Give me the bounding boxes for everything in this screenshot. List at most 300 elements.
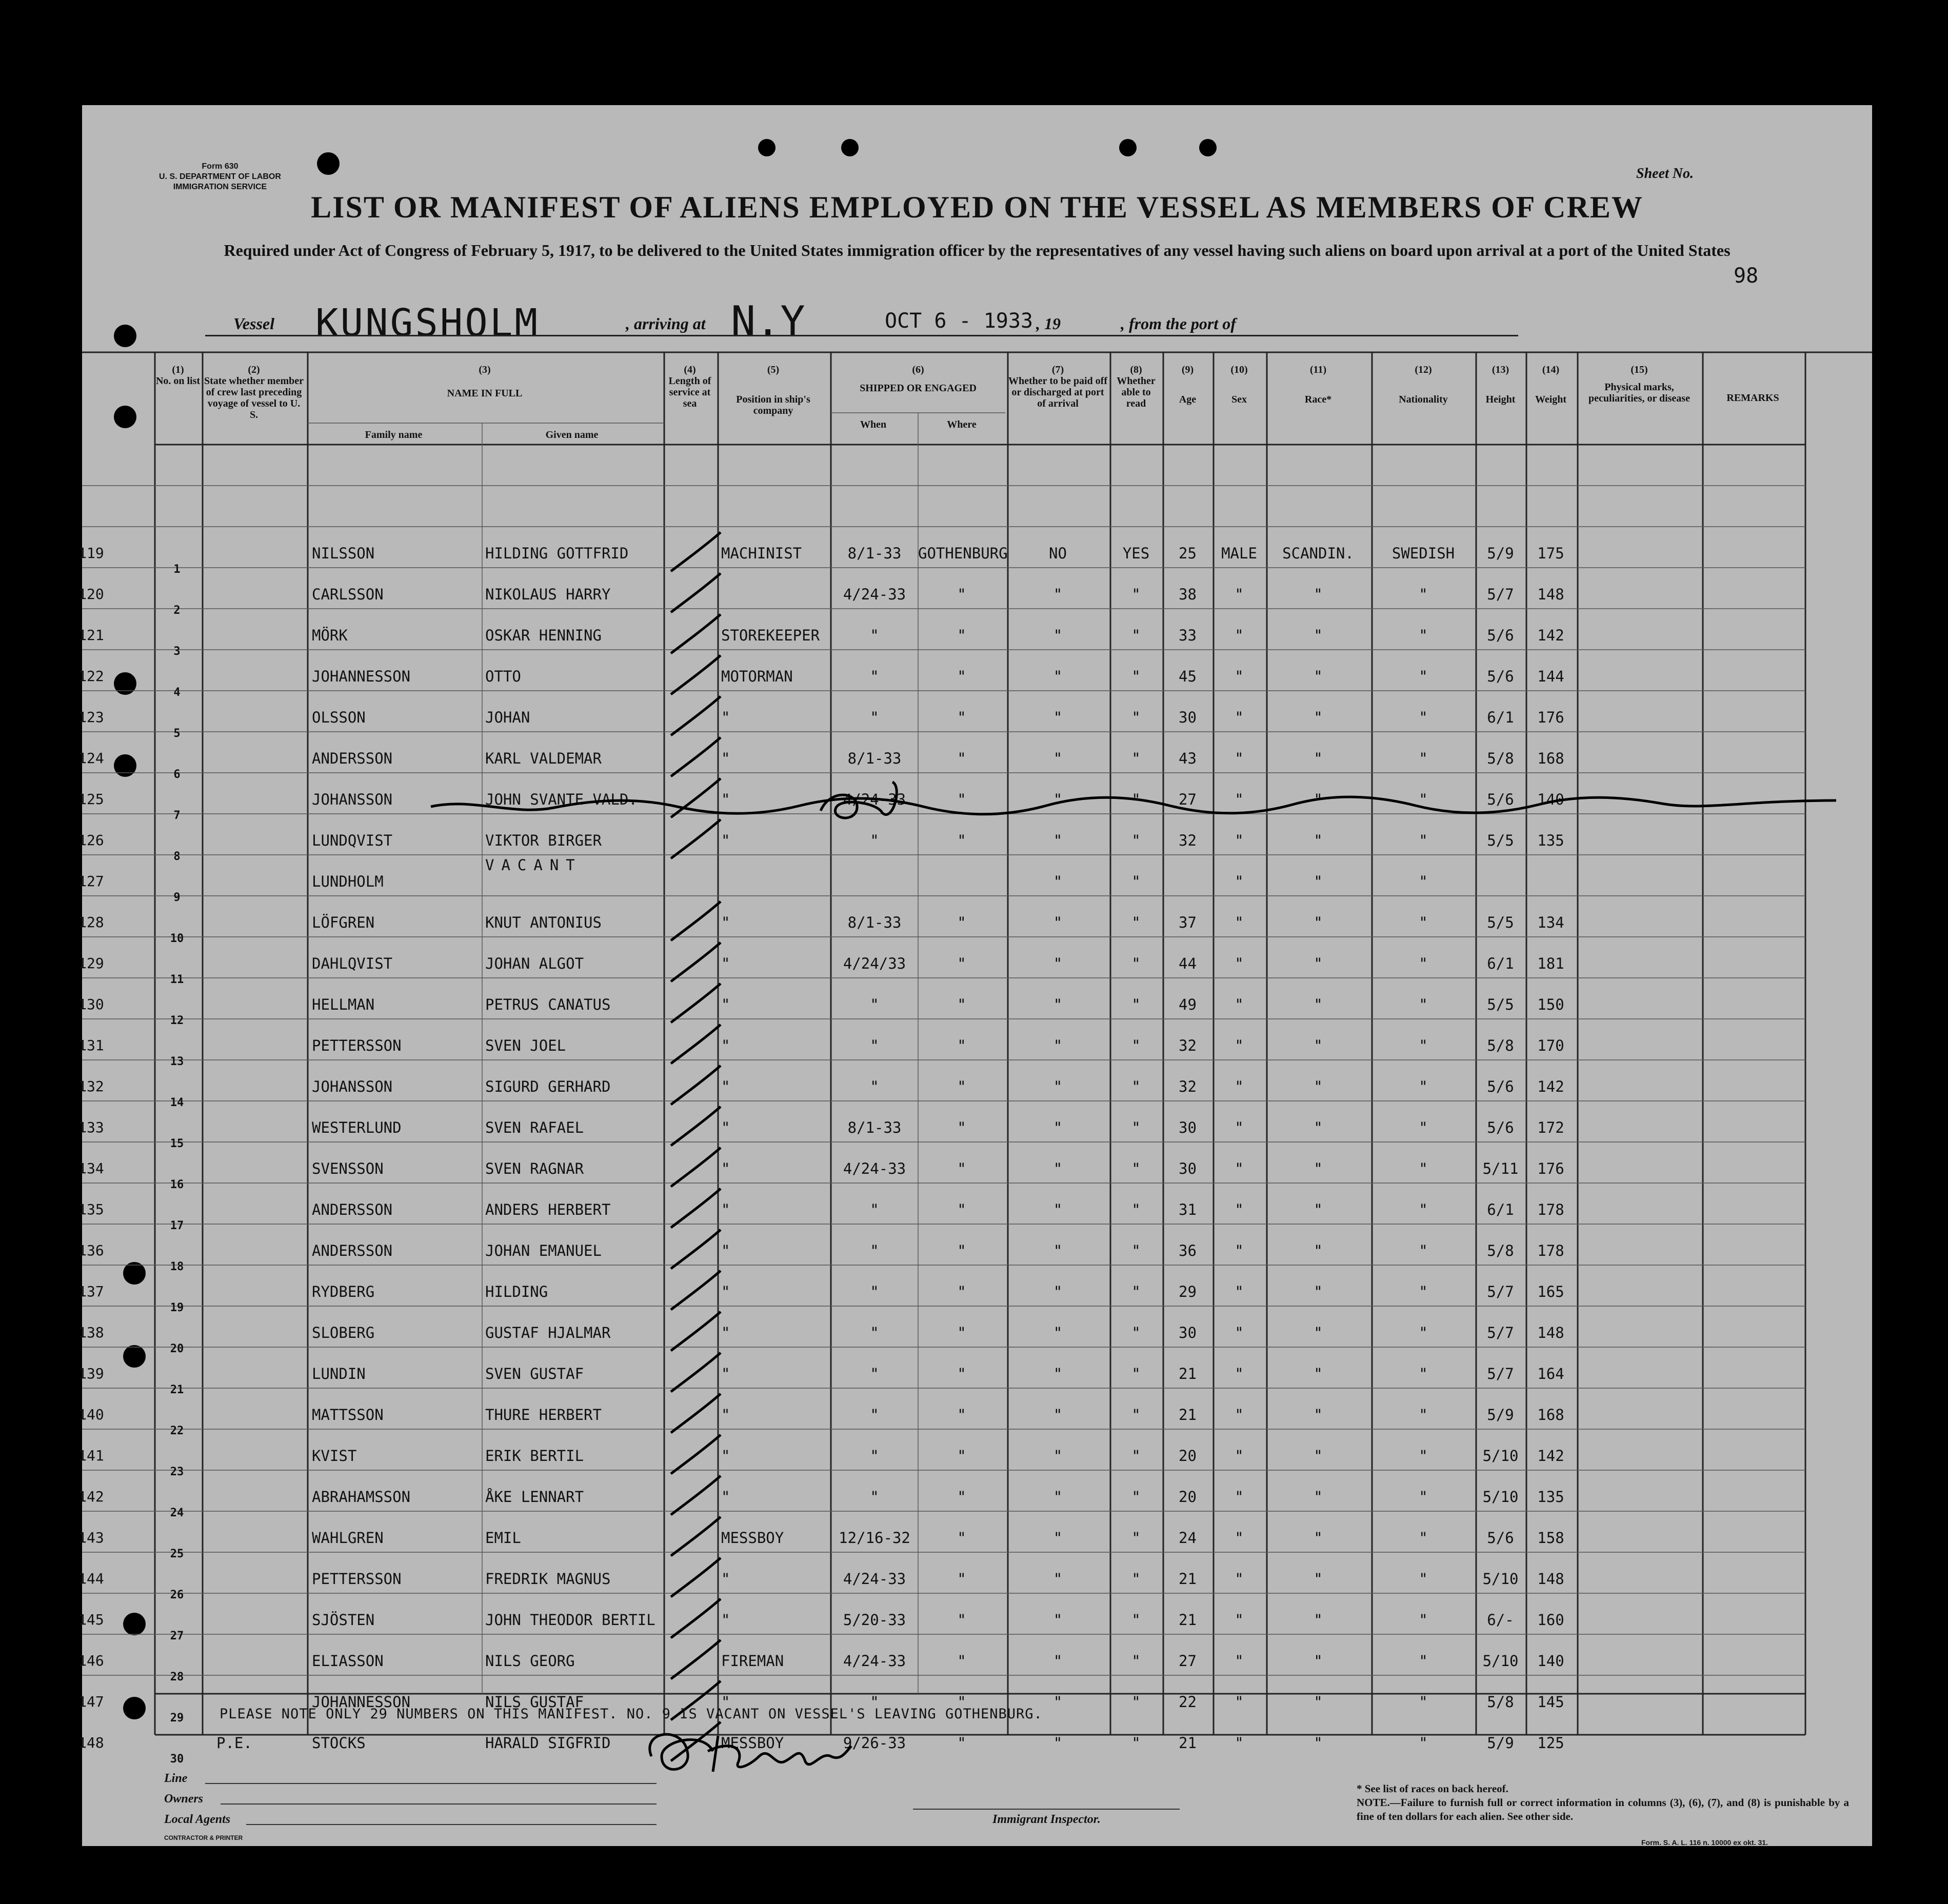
race-cell: " <box>1314 873 1323 890</box>
nationality-cell: " <box>1419 1734 1428 1752</box>
position-cell: STOREKEEPER <box>721 627 820 644</box>
given-name-cell: NILS GUSTAF <box>485 1693 584 1711</box>
nationality-cell: " <box>1419 1201 1428 1218</box>
service-slash-mark <box>667 1636 723 1682</box>
shipped-when-cell: " <box>870 1324 879 1341</box>
list-number-cell: 30 <box>170 1753 184 1766</box>
position-cell: MACHINIST <box>721 545 802 562</box>
vessel-label: Vessel <box>233 314 274 333</box>
height-cell: 5/6 <box>1487 627 1514 644</box>
service-slash-mark <box>667 1472 723 1518</box>
shipped-where-cell: " <box>957 1611 966 1629</box>
paid-off-cell: " <box>1053 1242 1063 1259</box>
service-slash-mark <box>667 1390 723 1436</box>
age-cell: 37 <box>1179 914 1197 931</box>
sex-cell: " <box>1235 750 1244 767</box>
outer-number-cell: 148 <box>78 1734 104 1751</box>
position-cell: " <box>721 832 730 849</box>
agents-rule <box>246 1824 657 1825</box>
service-slash-mark <box>667 692 723 738</box>
family-name-cell: STOCKS <box>312 1734 366 1752</box>
family-name-cell: LÖFGREN <box>312 914 375 931</box>
age-cell: 29 <box>1179 1283 1197 1300</box>
shipped-when-cell: " <box>870 1447 879 1465</box>
race-cell: " <box>1314 1529 1323 1547</box>
shipped-where-cell: " <box>957 996 966 1013</box>
given-name-cell: KARL VALDEMAR <box>485 750 602 767</box>
shipped-when-cell: " <box>870 668 879 685</box>
nationality-cell: " <box>1419 914 1428 931</box>
outer-number-cell: 133 <box>78 1119 104 1136</box>
weight-cell: 148 <box>1537 1570 1564 1588</box>
shipped-where-cell: " <box>957 1447 966 1465</box>
able-to-read-cell: " <box>1131 1119 1141 1136</box>
sex-cell: " <box>1235 1242 1244 1259</box>
shipped-when-cell: " <box>870 1488 879 1506</box>
family-name-cell: KVIST <box>312 1447 357 1465</box>
given-name-cell: PETRUS CANATUS <box>485 996 611 1013</box>
weight-cell: 142 <box>1537 1447 1564 1465</box>
shipped-where-cell: " <box>957 1365 966 1382</box>
age-cell: 30 <box>1179 709 1197 726</box>
paid-off-cell: " <box>1053 1283 1063 1300</box>
age-cell: 44 <box>1179 955 1197 972</box>
shipped-when-cell: 4/24-33 <box>843 586 906 603</box>
position-cell: " <box>721 1447 730 1465</box>
nationality-cell: " <box>1419 1242 1428 1259</box>
race-cell: " <box>1314 1365 1323 1382</box>
given-name-cell: JOHAN EMANUEL <box>485 1242 602 1259</box>
able-to-read-cell: " <box>1131 914 1141 931</box>
service-slash-mark <box>667 1061 723 1108</box>
able-to-read-cell: " <box>1131 1201 1141 1218</box>
position-cell: " <box>721 1078 730 1095</box>
able-to-read-cell: " <box>1131 627 1141 644</box>
list-number-cell: 16 <box>170 1178 184 1191</box>
list-number-cell: 1 <box>173 563 181 576</box>
age-cell: 49 <box>1179 996 1197 1013</box>
given-name-cell: VACANT <box>485 856 582 874</box>
page-title: LIST OR MANIFEST OF ALIENS EMPLOYED ON THE VESSEL AS MEMBERS OF CREW <box>311 190 1643 224</box>
position-cell: " <box>721 1611 730 1629</box>
able-to-read-cell: " <box>1131 709 1141 726</box>
position-cell: " <box>721 1242 730 1259</box>
paid-off-cell: " <box>1053 668 1063 685</box>
outer-number-cell: 124 <box>78 750 104 767</box>
local-agents-label: Local Agents <box>164 1813 231 1826</box>
outer-number-cell: 142 <box>78 1488 104 1505</box>
shipped-where-cell: " <box>957 709 966 726</box>
sex-cell: " <box>1235 873 1244 890</box>
height-cell: 6/1 <box>1487 1201 1514 1218</box>
owners-rule <box>221 1803 657 1805</box>
sex-cell: " <box>1235 832 1244 849</box>
height-cell: 6/- <box>1487 1611 1514 1629</box>
race-cell: " <box>1314 1734 1323 1752</box>
outer-number-cell: 143 <box>78 1529 104 1546</box>
sex-cell: MALE <box>1221 545 1257 562</box>
sex-cell: " <box>1235 791 1244 808</box>
previous-voyage-cell: P.E. <box>216 1734 252 1752</box>
given-name-cell: JOHAN ALGOT <box>485 955 584 972</box>
family-name-cell: JOHANNESSON <box>312 668 411 685</box>
family-name-cell: ABRAHAMSSON <box>312 1488 411 1506</box>
col4-header: (4) Length of service at sea <box>668 364 711 409</box>
family-name-cell: LUNDHOLM <box>312 873 384 890</box>
outer-number-cell: 138 <box>78 1324 104 1341</box>
age-cell: 22 <box>1179 1693 1197 1711</box>
given-name-cell: SIGURD GERHARD <box>485 1078 611 1095</box>
races-note: * See list of races on back hereof. <box>1357 1782 1508 1795</box>
nationality-cell: " <box>1419 1570 1428 1588</box>
shipped-when-cell: 5/20-33 <box>843 1611 906 1629</box>
list-number-cell: 25 <box>170 1548 184 1560</box>
given-name-cell: NILS GEORG <box>485 1652 575 1670</box>
given-name-cell: ANDERS HERBERT <box>485 1201 611 1218</box>
position-cell: " <box>721 1283 730 1300</box>
nationality-cell: " <box>1419 1447 1428 1465</box>
position-cell: " <box>721 955 730 972</box>
paid-off-cell: " <box>1053 1365 1063 1382</box>
age-cell: 32 <box>1179 1078 1197 1095</box>
weight-cell: 135 <box>1537 1488 1564 1506</box>
service-slash-mark <box>667 1103 723 1149</box>
family-name-cell: HELLMAN <box>312 996 375 1013</box>
able-to-read-cell: " <box>1131 996 1141 1013</box>
height-cell: 5/6 <box>1487 668 1514 685</box>
weight-cell: 125 <box>1537 1734 1564 1752</box>
race-cell: " <box>1314 1242 1323 1259</box>
family-name-cell: LUNDQVIST <box>312 832 393 849</box>
able-to-read-cell: " <box>1131 1570 1141 1588</box>
able-to-read-cell: " <box>1131 873 1141 890</box>
position-cell: " <box>721 750 730 767</box>
outer-number-cell: 139 <box>78 1365 104 1382</box>
shipped-where-cell: " <box>957 832 966 849</box>
weight-cell: 142 <box>1537 627 1564 644</box>
col7-header: (7) Whether to be paid off or discharged at port of arrival <box>1008 364 1107 409</box>
service-slash-mark <box>667 897 723 944</box>
shipped-when-cell: 9/26-33 <box>843 1734 906 1752</box>
list-number-cell: 6 <box>173 768 181 781</box>
height-cell: 5/11 <box>1482 1160 1519 1177</box>
shipped-where-cell: " <box>957 1529 966 1547</box>
sex-cell: " <box>1235 1652 1244 1670</box>
shipped-when-cell: 12/16-32 <box>839 1529 910 1547</box>
race-cell: " <box>1314 996 1323 1013</box>
service-slash-mark <box>667 610 723 656</box>
list-number-cell: 4 <box>173 686 181 699</box>
age-cell: 21 <box>1179 1365 1197 1382</box>
outer-number-cell: 130 <box>78 996 104 1013</box>
weight-cell: 142 <box>1537 1078 1564 1095</box>
paid-off-cell: " <box>1053 1488 1063 1506</box>
inspector-label: Immigrant Inspector. <box>992 1813 1101 1826</box>
paid-off-cell: " <box>1053 1160 1063 1177</box>
age-cell: 45 <box>1179 668 1197 685</box>
outer-number-cell: 121 <box>78 627 104 644</box>
nationality-cell: " <box>1419 750 1428 767</box>
service-slash-mark <box>667 1144 723 1190</box>
col3-given-header: Given name <box>545 429 599 440</box>
height-cell: 5/6 <box>1487 791 1514 808</box>
paid-off-cell: " <box>1053 996 1063 1013</box>
shipped-when-cell: 4/24-33 <box>843 791 906 808</box>
nationality-cell: " <box>1419 1406 1428 1424</box>
family-name-cell: OLSSON <box>312 709 366 726</box>
shipped-when-cell: 4/24/33 <box>843 955 906 972</box>
shipped-when-cell: 8/1-33 <box>847 545 902 562</box>
able-to-read-cell: " <box>1131 750 1141 767</box>
race-cell: " <box>1314 791 1323 808</box>
outer-number-cell: 125 <box>78 791 104 808</box>
outer-number-cell: 136 <box>78 1242 104 1259</box>
list-number-cell: 22 <box>170 1425 184 1437</box>
col8-header: (8) Whether able to read <box>1117 364 1156 409</box>
height-cell: 5/6 <box>1487 1078 1514 1095</box>
sex-cell: " <box>1235 1693 1244 1711</box>
sex-cell: " <box>1235 1447 1244 1465</box>
paid-off-cell: " <box>1053 1734 1063 1752</box>
family-name-cell: LUNDIN <box>312 1365 366 1382</box>
given-name-cell: EMIL <box>485 1529 521 1547</box>
able-to-read-cell: " <box>1131 1652 1141 1670</box>
nationality-cell: " <box>1419 709 1428 726</box>
weight-cell: 168 <box>1537 750 1564 767</box>
age-cell: 30 <box>1179 1160 1197 1177</box>
shipped-when-cell: 8/1-33 <box>847 750 902 767</box>
given-name-cell: JOHAN <box>485 709 530 726</box>
nationality-cell: " <box>1419 1365 1428 1382</box>
service-slash-mark <box>667 1513 723 1559</box>
position-cell: " <box>721 1160 730 1177</box>
sex-cell: " <box>1235 1529 1244 1547</box>
shipped-where-cell: " <box>957 1201 966 1218</box>
age-cell: 43 <box>1179 750 1197 767</box>
nationality-cell: " <box>1419 1119 1428 1136</box>
age-cell: 30 <box>1179 1119 1197 1136</box>
shipped-where-cell: GOTHENBURG <box>918 545 1008 562</box>
age-cell: 27 <box>1179 791 1197 808</box>
race-cell: " <box>1314 914 1323 931</box>
shipped-when-cell: 8/1-33 <box>847 914 902 931</box>
sheet-number-label: Sheet No. <box>1636 166 1694 182</box>
weight-cell: 134 <box>1537 914 1564 931</box>
weight-cell: 140 <box>1537 791 1564 808</box>
list-number-cell: 29 <box>170 1712 184 1725</box>
position-cell: " <box>721 1365 730 1382</box>
outer-number-cell: 147 <box>78 1693 104 1710</box>
height-cell: 6/1 <box>1487 955 1514 972</box>
height-cell: 5/7 <box>1487 1365 1514 1382</box>
vessel-name: KUNGSHOLM <box>315 301 540 345</box>
sex-cell: " <box>1235 1488 1244 1506</box>
given-name-cell: SVEN GUSTAF <box>485 1365 584 1382</box>
family-name-cell: JOHANNESSON <box>312 1693 411 1711</box>
nationality-cell: SWEDISH <box>1392 545 1455 562</box>
sex-cell: " <box>1235 1406 1244 1424</box>
age-cell: 21 <box>1179 1734 1197 1752</box>
family-name-cell: DAHLQVIST <box>312 955 393 972</box>
paid-off-cell: " <box>1053 832 1063 849</box>
family-name-cell: ANDERSSON <box>312 1242 393 1259</box>
able-to-read-cell: " <box>1131 1283 1141 1300</box>
shipped-when-cell: 4/24-33 <box>843 1570 906 1588</box>
outer-number-cell: 126 <box>78 832 104 849</box>
shipped-where-cell: " <box>957 1488 966 1506</box>
position-cell: MOTORMAN <box>721 668 793 685</box>
nationality-cell: " <box>1419 873 1428 890</box>
paid-off-cell: " <box>1053 709 1063 726</box>
given-name-cell: ÅKE LENNART <box>485 1488 584 1506</box>
position-cell: " <box>721 1488 730 1506</box>
sex-cell: " <box>1235 1283 1244 1300</box>
paid-off-cell: " <box>1053 750 1063 767</box>
height-cell: 5/8 <box>1487 1037 1514 1054</box>
outer-number-cell: 127 <box>78 873 104 890</box>
shipped-when-cell: " <box>870 1406 879 1424</box>
position-cell: MESSBOY <box>721 1529 784 1547</box>
race-cell: " <box>1314 1488 1323 1506</box>
sex-cell: " <box>1235 1037 1244 1054</box>
sex-cell: " <box>1235 586 1244 603</box>
race-cell: " <box>1314 709 1323 726</box>
race-cell: " <box>1314 832 1323 849</box>
paid-off-cell: " <box>1053 586 1063 603</box>
outer-number-cell: 128 <box>78 914 104 931</box>
outer-number-cell: 134 <box>78 1160 104 1177</box>
paid-off-cell: " <box>1053 955 1063 972</box>
weight-cell: 160 <box>1537 1611 1564 1629</box>
nationality-cell: " <box>1419 668 1428 685</box>
race-cell: " <box>1314 1570 1323 1588</box>
list-number-cell: 26 <box>170 1589 184 1601</box>
outer-number-cell: 122 <box>78 668 104 685</box>
weight-cell: 170 <box>1537 1037 1564 1054</box>
sex-cell: " <box>1235 1365 1244 1382</box>
height-cell: 5/7 <box>1487 1283 1514 1300</box>
shipped-where-cell: " <box>957 1242 966 1259</box>
outer-number-cell: 132 <box>78 1078 104 1095</box>
list-number-cell: 10 <box>170 932 184 945</box>
form-code: Form. S. A. L. 116 n. 10000 ex okt. 31. <box>1641 1838 1768 1847</box>
weight-cell: 178 <box>1537 1242 1564 1259</box>
race-cell: " <box>1314 1611 1323 1629</box>
position-cell: FIREMAN <box>721 1652 784 1670</box>
given-name-cell: KNUT ANTONIUS <box>485 914 602 931</box>
paid-off-cell: " <box>1053 1652 1063 1670</box>
arrival-date: OCT 6 - 1933 <box>885 309 1033 333</box>
paid-off-cell: " <box>1053 1324 1063 1341</box>
shipped-when-cell: " <box>870 1283 879 1300</box>
race-cell: SCANDIN. <box>1282 545 1354 562</box>
shipped-where-cell: " <box>957 1160 966 1177</box>
list-number-cell: 13 <box>170 1055 184 1068</box>
position-cell: " <box>721 1324 730 1341</box>
able-to-read-cell: " <box>1131 1324 1141 1341</box>
shipped-where-cell: " <box>957 586 966 603</box>
outer-number-cell: 135 <box>78 1201 104 1218</box>
list-number-cell: 9 <box>173 891 181 904</box>
nationality-cell: " <box>1419 1283 1428 1300</box>
able-to-read-cell: " <box>1131 1693 1141 1711</box>
given-name-cell: JOHN SVANTE VALD. <box>485 791 638 808</box>
height-cell: 5/9 <box>1487 1734 1514 1752</box>
nationality-cell: " <box>1419 1611 1428 1629</box>
position-cell: MESSBOY <box>721 1734 784 1752</box>
list-number-cell: 17 <box>170 1219 184 1232</box>
shipped-where-cell: " <box>957 791 966 808</box>
family-name-cell: WESTERLUND <box>312 1119 402 1136</box>
age-cell: 32 <box>1179 832 1197 849</box>
list-number-cell: 2 <box>173 604 181 617</box>
shipped-where-cell: " <box>957 1037 966 1054</box>
list-number-cell: 11 <box>170 973 184 986</box>
able-to-read-cell: " <box>1131 1037 1141 1054</box>
nationality-cell: " <box>1419 1160 1428 1177</box>
nationality-cell: " <box>1419 832 1428 849</box>
weight-cell: 178 <box>1537 1201 1564 1218</box>
height-cell: 5/6 <box>1487 1529 1514 1547</box>
weight-cell: 140 <box>1537 1652 1564 1670</box>
col11-header: (11) Race* <box>1304 364 1332 405</box>
shipped-where-cell: " <box>957 1406 966 1424</box>
race-cell: " <box>1314 1119 1323 1136</box>
position-cell: " <box>721 1119 730 1136</box>
outer-number-cell: 140 <box>78 1406 104 1423</box>
paid-off-cell: " <box>1053 1201 1063 1218</box>
weight-cell: 144 <box>1537 668 1564 685</box>
list-number-cell: 8 <box>173 850 181 863</box>
given-name-cell: HILDING <box>485 1283 548 1300</box>
list-number-cell: 5 <box>173 727 181 740</box>
given-name-cell: HILDING GOTTFRID <box>485 545 629 562</box>
list-number-cell: 27 <box>170 1630 184 1642</box>
able-to-read-cell: " <box>1131 586 1141 603</box>
age-cell: 33 <box>1179 627 1197 644</box>
shipped-when-cell: " <box>870 709 879 726</box>
height-cell: 5/9 <box>1487 545 1514 562</box>
race-cell: " <box>1314 1447 1323 1465</box>
position-cell: " <box>721 996 730 1013</box>
sex-cell: " <box>1235 955 1244 972</box>
service-slash-mark <box>667 979 723 1026</box>
shipped-when-cell: 4/24-33 <box>843 1160 906 1177</box>
col15-header: (15) Physical marks, peculiarities, or disease <box>1588 364 1690 404</box>
position-cell: " <box>721 1201 730 1218</box>
paid-off-cell: " <box>1053 1611 1063 1629</box>
paid-off-cell: " <box>1053 1078 1063 1095</box>
family-name-cell: RYDBERG <box>312 1283 375 1300</box>
list-number-cell: 18 <box>170 1260 184 1273</box>
family-name-cell: NILSSON <box>312 545 375 562</box>
race-cell: " <box>1314 750 1323 767</box>
list-number-cell: 28 <box>170 1671 184 1683</box>
sex-cell: " <box>1235 1160 1244 1177</box>
able-to-read-cell: " <box>1131 1365 1141 1382</box>
weight-cell: 148 <box>1537 1324 1564 1341</box>
nationality-cell: " <box>1419 627 1428 644</box>
family-name-cell: CARLSSON <box>312 586 384 603</box>
shipped-when-cell: " <box>870 1693 879 1711</box>
shipped-where-cell: " <box>957 955 966 972</box>
shipped-when-cell: " <box>870 832 879 849</box>
shipped-when-cell: 8/1-33 <box>847 1119 902 1136</box>
shipped-where-cell: " <box>957 1652 966 1670</box>
family-name-cell: SJÖSTEN <box>312 1611 375 1629</box>
list-number-cell: 24 <box>170 1507 184 1519</box>
paid-off-cell: " <box>1053 1693 1063 1711</box>
